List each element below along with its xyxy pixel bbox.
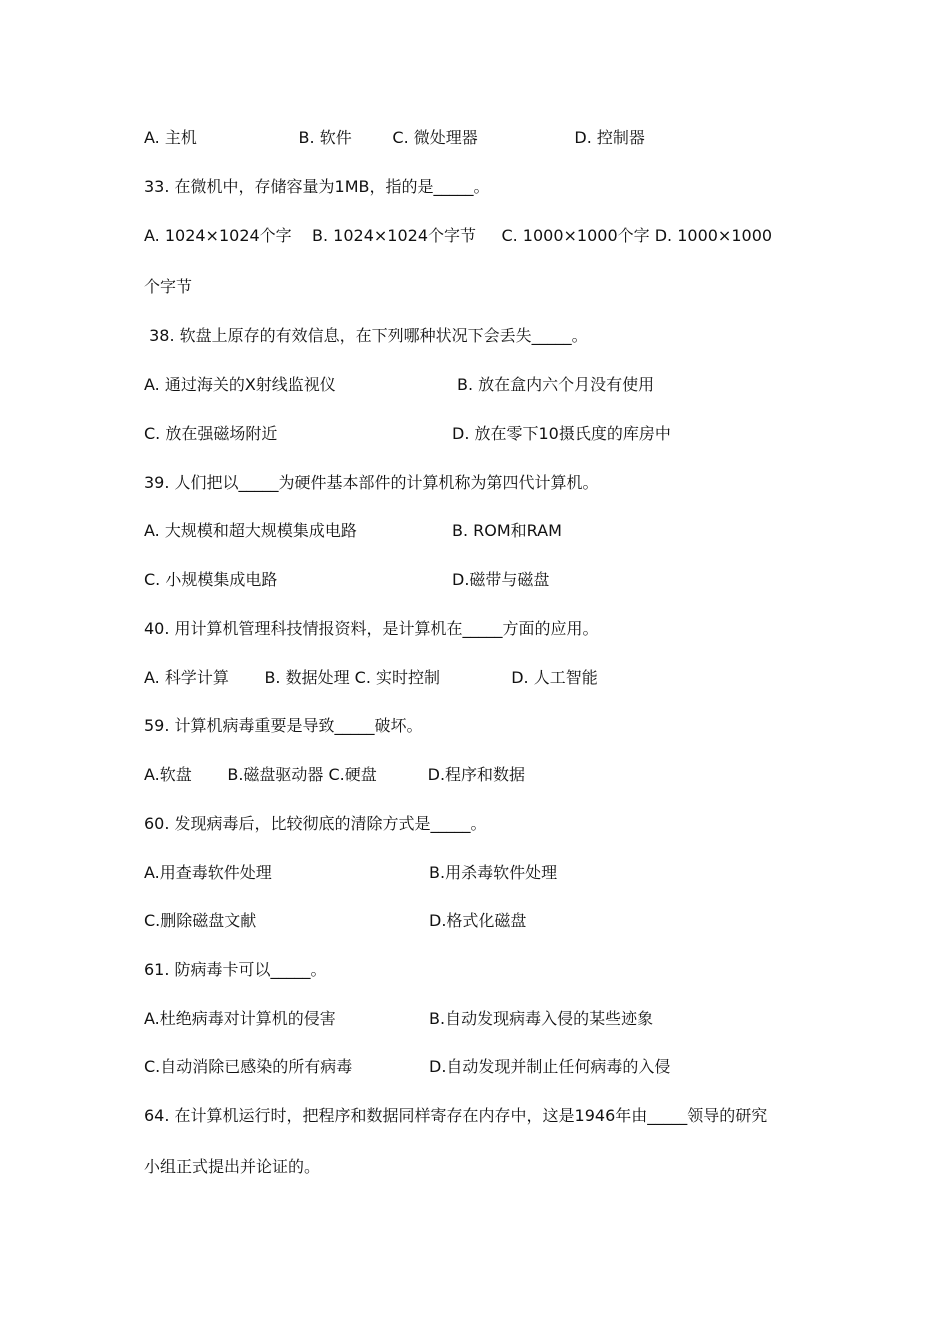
question-64: 64. 在计算机运行时，把程序和数据同样寄存在内存中，这是1946年由_____领导的研究	[144, 1106, 768, 1125]
option-60-d: D.格式化磁盘	[429, 911, 527, 930]
question-40: 40. 用计算机管理科技情报资料，是计算机在_____方面的应用。	[144, 619, 599, 638]
option-38-b: B. 放在盒内六个月没有使用	[457, 375, 655, 394]
option-39-b: B. ROM和RAM	[452, 521, 562, 540]
options-q59: A.软盘 B.磁盘驱动器 C.硬盘 D.程序和数据	[144, 765, 526, 784]
option-39-c: C. 小规模集成电路	[144, 570, 278, 589]
option-61-d: D.自动发现并制止任何病毒的入侵	[429, 1057, 671, 1076]
question-59: 59. 计算机病毒重要是导致_____破坏。	[144, 716, 423, 735]
question-60: 60. 发现病毒后，比较彻底的清除方式是_____。	[144, 814, 487, 833]
option-39-a: A. 大规模和超大规模集成电路	[144, 521, 357, 540]
question-39: 39. 人们把以_____为硬件基本部件的计算机称为第四代计算机。	[144, 473, 599, 492]
option-38-a: A. 通过海关的X射线监视仪	[144, 375, 336, 394]
question-38: 38. 软盘上原存的有效信息，在下列哪种状况下会丢失_____。	[144, 326, 588, 345]
question-61: 61. 防病毒卡可以_____。	[144, 960, 327, 979]
question-64-continued: 小组正式提出并论证的。	[144, 1157, 321, 1176]
option-61-c: C.自动消除已感染的所有病毒	[144, 1057, 353, 1076]
option-39-d: D.磁带与磁盘	[452, 570, 550, 589]
option-38-d: D. 放在零下10摄氏度的库房中	[452, 424, 671, 443]
option-60-c: C.删除磁盘文献	[144, 911, 257, 930]
options-q33-continued: 个字节	[144, 277, 193, 296]
question-33: 33. 在微机中，存储容量为1MB，指的是_____。	[144, 177, 490, 196]
option-61-b: B.自动发现病毒入侵的某些迹象	[429, 1009, 654, 1028]
options-q40: A. 科学计算 B. 数据处理 C. 实时控制 D. 人工智能	[144, 668, 598, 687]
option-60-b: B.用杀毒软件处理	[429, 863, 558, 882]
option-60-a: A.用查毒软件处理	[144, 863, 272, 882]
options-q33: A. 1024×1024个字 B. 1024×1024个字节 C. 1000×1000个字 D. 1000×1000	[144, 226, 773, 245]
options-q32: A. 主机 B. 软件 C. 微处理器 D. 控制器	[144, 128, 645, 147]
option-61-a: A.杜绝病毒对计算机的侵害	[144, 1009, 336, 1028]
option-38-c: C. 放在强磁场附近	[144, 424, 278, 443]
